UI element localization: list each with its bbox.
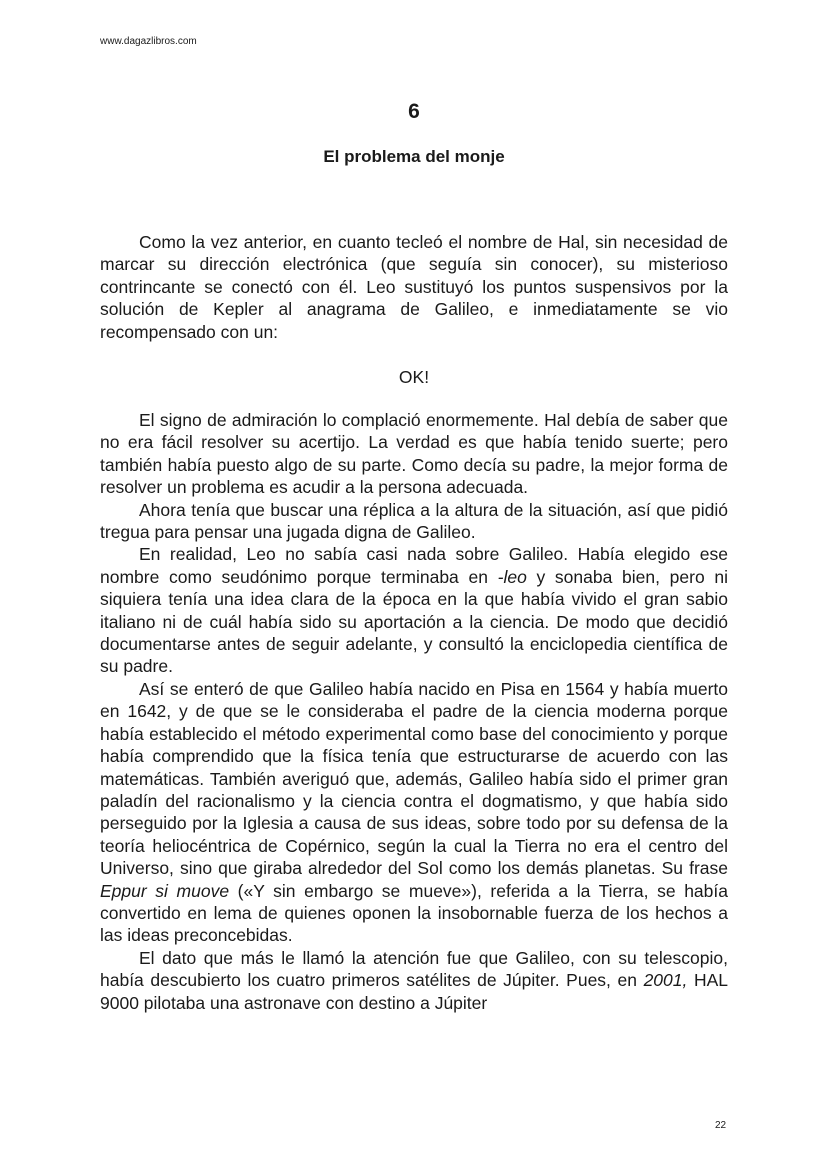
paragraph-5 (100, 678, 728, 947)
body-block-2 (100, 409, 728, 1014)
paragraph-4-text-a: En realidad, Leo no sabía casi nada sobre Galileo. Había elegido ese nombre como seudónimo porque terminaba en (100, 544, 728, 587)
chapter-number: 6 (408, 100, 420, 123)
chapter-title: El problema del monje (323, 147, 505, 166)
paragraph-3: Ahora tenía que buscar una réplica a la altura de la situación, así que pidió tregua para pensar una jugada digna de Galileo. (100, 499, 728, 543)
paragraph-6 (100, 947, 728, 1014)
header-url: www.dagazlibros.com (100, 36, 197, 47)
body-block-1 (100, 231, 728, 343)
paragraph-5-emphasis: Eppur si muove (100, 880, 230, 901)
paragraph-2: El signo de admiración lo complació enormemente. Hal debía de saber que no era fácil resolver su acertijo. La verdad es que había tenido suerte; pero también había puesto algo de su parte. Como decía su padre, la mejor forma de resolver un problema es acudir a la persona adecuada. (100, 410, 728, 498)
paragraph-1: Como la vez anterior, en cuanto tecleó el nombre de Hal, sin necesidad de marcar su dirección electrónica (que seguía sin conocer), su misterioso contrincante se conectó con él. Leo sustituyó los puntos suspensivos por la solución de Kepler al anagrama de Galileo, e inmediatamente se vio recompensado con un: (100, 232, 728, 342)
page-number: 22 (715, 1120, 727, 1131)
paragraph-4-emphasis: -leo (497, 566, 527, 587)
paragraph-4 (100, 543, 728, 677)
paragraph-4-text-b: y sonaba bien, pero ni siquiera tenía una idea clara de la época en la que había vivido el gran sabio italiano ni de cuál había sido su aportación a la ciencia. De modo que decidió documentarse antes de seguir adelante, y consultó la enciclopedia científica de su padre. (100, 566, 728, 677)
ok-message: OK! (398, 367, 430, 387)
paragraph-6-text-a: El dato que más le llamó la atención fue que Galileo, con su telescopio, había descubierto los cuatro primeros satélites de Júpiter. Pues, en (100, 947, 728, 991)
paragraph-5-text-a: Así se enteró de que Galileo había nacido en Pisa en 1564 y había muerto en 1642, y de que se le consideraba el padre de la ciencia moderna porque había establecido el método experimental como base del conocimiento y porque había comprendido que la física tenía que estructurarse de acuerdo con las matemáticas. También averiguó que, además, Galileo había sido el primer gran paladín del racionalismo y la ciencia contra el dogmatismo, y que había sido perseguido por la Iglesia a causa de sus ideas, sobre todo por su defensa de la teoría heliocéntrica de Copérnico, según la cual la Tierra no era el centro del Universo, sino que giraba alrededor del Sol como los demás planetas. Su frase (100, 678, 728, 879)
paragraph-6-text-b: HAL 9000 pilotaba una astronave con destino a Júpiter (100, 970, 729, 1013)
paragraph-5-text-b: («Y sin embargo se mueve»), referida a la Tierra, se había convertido en lema de quienes oponen la insobornable fuerza de los hechos a las ideas preconcebidas. (100, 880, 728, 946)
paragraph-6-emphasis: 2001, (643, 970, 688, 991)
